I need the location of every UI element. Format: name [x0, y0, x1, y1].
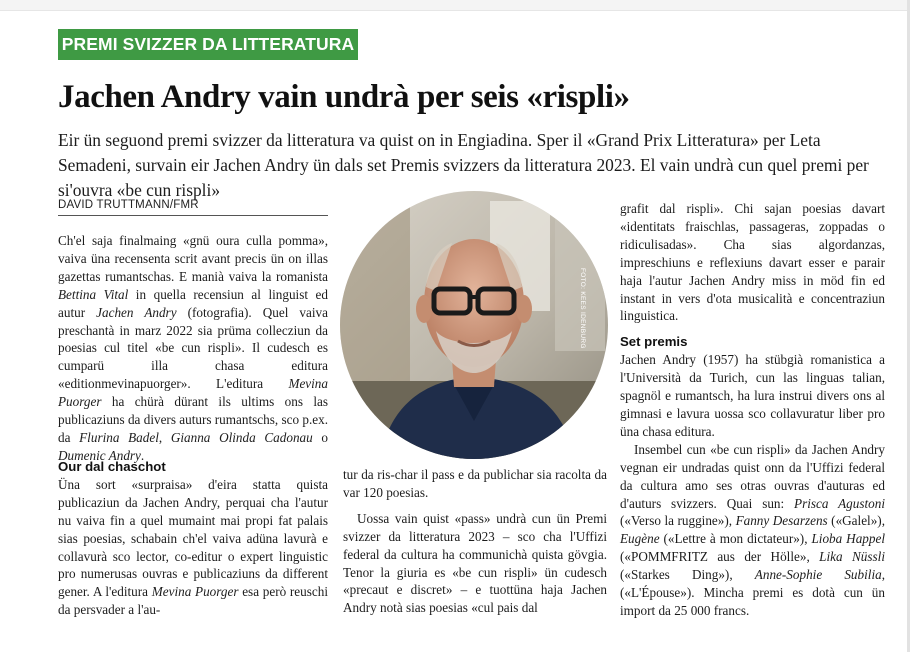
section-kicker: PREMI SVIZZER DA LITTERATURA: [58, 29, 358, 60]
person-name: Prisca Agustoni: [794, 495, 885, 511]
paragraph-intro: Ch'el saja finalmaing «gnü oura culla pomma», vaiva üna recensenta scrit avant precis ün on illas gazettas rumantschas. E manià vaiva la romanista Bettina Vital in quella recensiun al linguist ed autur Jachen Andry (fotografia). Quel vaiva preschantà in marz 2022 sia prüma collecziun da poesias cul titel «be cun rispli». Il cudesch es cumparü illa chasa editura «editionmevinapuorger». L'editura Mevina Puorger ha chürà dürant ils ultims ons las publicaziuns da divers auturs rumantschs, sco p.ex. da Flurina Badel, Gianna Olinda Cadonau o Dumenic Andry.: [58, 233, 328, 463]
subheading-set-premis: Set premis: [620, 334, 688, 350]
photo-byline: DAVID TRUTTMANN/FMR: [58, 199, 328, 216]
column-1-lower: [58, 458, 328, 619]
column-1: [58, 232, 328, 465]
person-name: Lika Nüssli: [819, 549, 885, 565]
page-top-edge: [0, 0, 910, 11]
column-2: [343, 466, 607, 617]
person-name: Dumenic Andry: [58, 447, 141, 463]
person-name: Mevina Puorger: [58, 376, 328, 410]
person-name: Gianna Olinda Cadonau: [170, 429, 313, 445]
paragraph-surpraisa: Üna sort «surpraisa» d'eira statta quista publicaziun da Jachen Andry, perquai cha l'autur nu vaiva fin a quel mumaint mai propi fat palais sias poesias, schabain ch'el vaiva adüna lavurà e collavurà sco lector, co-editur o expert linguistic pro numerusas ouvras e publicaziuns da different gener. A l'editura Mevina Puorger esa però reuschi da persvader a l'au-: [58, 476, 328, 618]
person-name: Bettina Vital: [58, 286, 129, 302]
paragraph-bio: Jachen Andry (1957) ha stübgià romanistica a l'Università da Turich, cun las linguas talian, spagnöl e rumantsch, ha lura instrui divers ons al gimnasi e lavura uossa sco collavuratur liber pro üna chasa editura.: [620, 352, 885, 439]
article-lead: Eir ün seguond premi svizzer da litteratura va quist on in Engiadina. Sper il «Grand Prix Litteratura» per Leta Semadeni, survain eir Jachen Andry ün dals set Premis svizzers da litteratura 2023. El vain undrà cun quel premi per si'ouvra «be cun rispli»: [58, 130, 869, 200]
paragraph-prize: Uossa vain quist «pass» undrà cun ün Premi svizzer da litteratura 2023 – sco cha l'Uffizi federal da cultura ha communichà quista gövgia. Tenor la giuria es «be cun rispli» ün cudesch «precaut e discret» – e tuottüna haja Jachen Andry notà sias poesias «cul pais dal: [343, 510, 607, 616]
article-headline: Jachen Andry vain undrà per seis «rispli»: [58, 79, 630, 115]
paragraph-laureates: Insembel cun «be cun rispli» da Jachen Andry vegnan eir undradas quist onn da l'Uffizi federal da cultura amo ses otras ouvras d'auturas ed d'auturs svizzers. Quai sun: Prisca Agustoni («Verso la ruggine»), Fanny Desarzens («Galel»), Eugène («Lettre à mon dictateur»), Lioba Happel («POMMFRITZ aus der Hölle», Lika Nüssli («Starkes Ding»), Anne-Sophie Subilia, («L'Épouse»). Mincha premi es dotà cun ün import da 25 000 francs.: [620, 441, 886, 618]
paragraph-grafit: grafit dal rispli». Chi sajan poesias davart «identitats fraischlas, passageras, zoppadas o ridiculisadas». Cha sias algordanzas, impreschiuns e reflexiuns davart esser e parair haja l'autur Jachen Andry miss in möd fin ed instant in vers d'ota musicalità e concentraziun linguistica.: [620, 201, 885, 324]
author-photo: [340, 191, 608, 459]
person-name: Jachen Andry: [96, 304, 177, 320]
photo-credit: FOTO: KEES IDENBURG: [579, 268, 586, 349]
column-3: [620, 200, 885, 620]
person-name: Anne-Sophie Subilia: [754, 567, 882, 583]
author-portrait-illustration: [340, 191, 608, 459]
person-name: Fanny Desarzens: [735, 513, 828, 529]
person-name: Flurina Badel: [79, 429, 159, 445]
person-name: Mevina Puorger: [151, 584, 239, 600]
person-name: Lioba Happel: [811, 531, 885, 547]
paragraph-continuation: tur da ris-char il pass e da publichar sia racolta da var 120 poesias.: [343, 467, 607, 500]
subheading-our-dal-chaschot: Our dal chaschot: [58, 459, 166, 474]
person-name: Eugène: [620, 531, 660, 547]
